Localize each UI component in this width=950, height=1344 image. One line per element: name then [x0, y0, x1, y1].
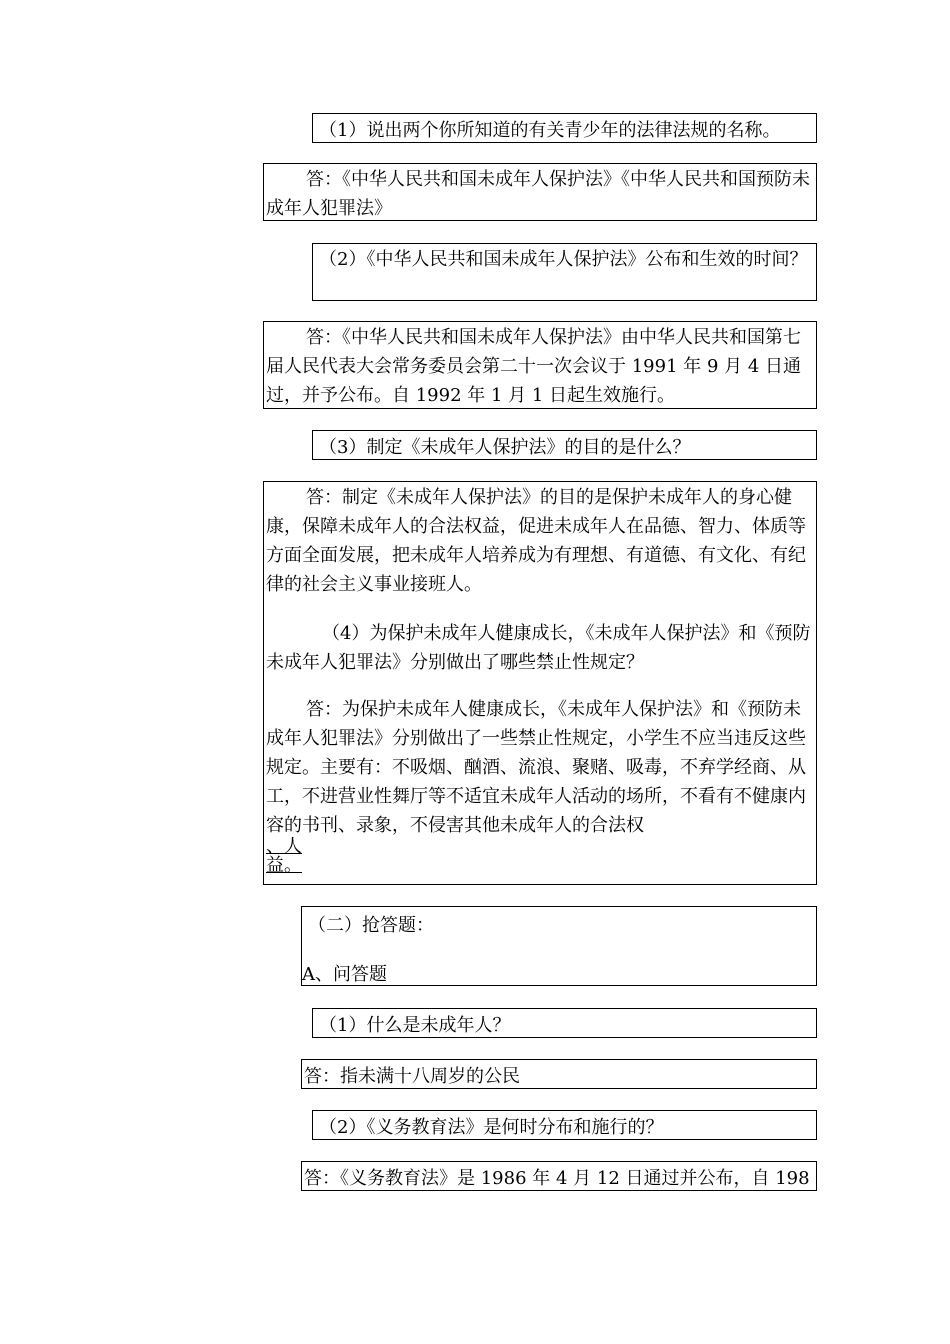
question-text: （2）《义务教育法》是何时分布和施行的？	[319, 1117, 664, 1138]
question-box-2	[312, 243, 817, 301]
question-box-6	[312, 1110, 817, 1140]
answer-box-6	[301, 1161, 817, 1191]
answer-text: 答：指未满十八周岁的公民	[304, 1066, 520, 1087]
section-subheading: A、问答题	[302, 964, 387, 985]
question-text: （4）为保护未成年人健康成长，《未成年人保护法》和《预防未成年人犯罪法》分别做出了哪些禁止性规定？	[266, 623, 811, 673]
answer-box-2	[263, 321, 817, 409]
question-text: （3）制定《未成年人保护法》的目的是什么？	[319, 437, 691, 458]
answer-text: 答：《义务教育法》是 1986 年 4 月 12 日通过并公布，自 198	[304, 1168, 810, 1189]
answer-text-end: 益。	[266, 855, 302, 876]
answer-text: 答：为保护未成年人健康成长，《未成年人保护法》和《预防未成年人犯罪法》分别做出了一些禁止性规定，小学生不应当违反这些规定。主要有：不吸烟、酗酒、流浪、聚赌、吸毒，不弃学经商、从工，不进营业性舞厅等不适宜未成年人活动的场所，不看有不健康内容的书刊、录象，不侵害其他未成年人的合法权	[266, 699, 806, 836]
question-text: （1）说出两个你所知道的有关青少年的法律法规的名称。	[319, 120, 781, 141]
answer-fragment: 、人	[266, 836, 302, 857]
section-box	[301, 906, 817, 986]
question-text: （1）什么是未成年人？	[319, 1015, 511, 1036]
question-text: （2）《中华人民共和国未成年人保护法》公布和生效的时间？	[319, 249, 808, 270]
answer-text: 答：制定《未成年人保护法》的目的是保护未成年人的身心健康，保障未成年人的合法权益，促进未成年人在品德、智力、体质等方面全面发展，把未成年人培养成为有理想、有道德、有文化、有纪律的社会主义事业接班人。	[266, 487, 806, 595]
answer-text: 答：《中华人民共和国未成年人保护法》《中华人民共和国预防未成年人犯罪法》	[266, 169, 810, 219]
question-box-1	[312, 113, 817, 143]
answer-box-3-4	[263, 481, 817, 885]
answer-box-5	[301, 1059, 817, 1089]
answer-box-1	[263, 163, 817, 221]
question-box-3	[312, 430, 817, 460]
question-box-5	[312, 1008, 817, 1038]
section-heading: （二）抢答题：	[308, 915, 434, 936]
answer-text: 答：《中华人民共和国未成年人保护法》由中华人民共和国第七届人民代表大会常务委员会第二十一次会议于 1991 年 9 月 4 日通过，并予公布。自 1992 年 1 月 1 日起生效施行。	[266, 327, 802, 406]
